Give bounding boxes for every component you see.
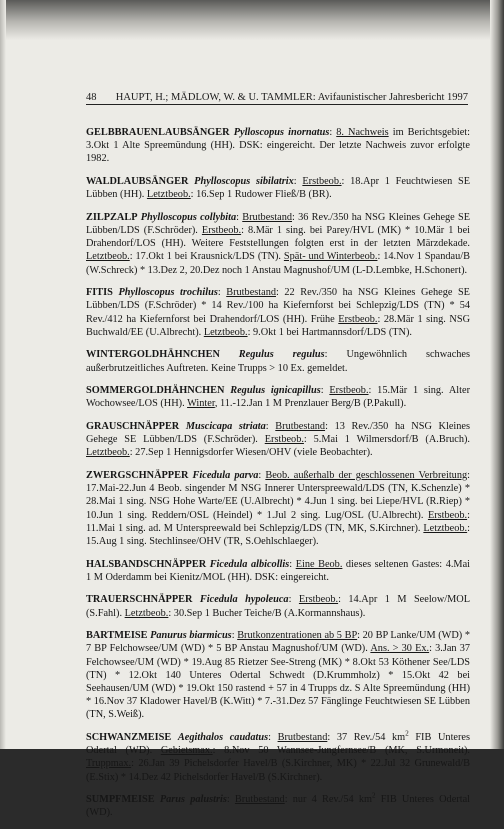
entry-text: : [231, 630, 238, 642]
entry-text: : 16.Sep 1 Rudower Fließ/B (BR). [190, 189, 332, 201]
section-label: 8. Nachweis [336, 127, 389, 138]
section-label: Erstbeob. [302, 176, 342, 187]
species-entry [86, 348, 470, 374]
entry-text: : 28.Mär 1 sing. NSG Buchwald/EE (U.Albrecht). [86, 313, 471, 338]
entry-text: : 3.Jan 37 Felchowsee/UM (WD) * 19.Aug 85 Rietzer See-Streng (MK) * 8.Okt 53 Köthener See/LDS (TN) * 12.Okt 140 Unteres Odertal Schwedt (D.Krummholz) * 15.Okt 42 bei Seehausen/UM (WD) * 19.Okt 150 rastend + 57 in 4 Trupps dz. S Alte Spreemündung (HH) * 16.Nov 37 Kladower Havel/B (K.Witt) * 7.-31.Dez 57 Fänglinge Feuchtwiesen SE Lübben (TN, S.Weiß). [86, 643, 470, 721]
entry-text: : [265, 421, 276, 432]
entry-text: : [258, 470, 266, 481]
section-label: Letztbeob. [423, 522, 468, 534]
section-label: Brutbestand [277, 732, 328, 744]
entry-text: : 20 BP Lanke/UM (WD) * 7 BP Felchowsee/UM (WD) * 5 BP Anstau Magnushof/UM (WD). [86, 630, 471, 655]
section-label: Erstbeob. [298, 594, 339, 606]
entry-text: : [288, 594, 299, 606]
scientific-name: Ficedula parva [192, 470, 259, 481]
section-label: Brutbestand [242, 211, 293, 223]
section-label: Brutbestand [234, 794, 285, 806]
section-label: Erstbeob. [329, 385, 369, 397]
entry-text: : Ungewöhnlich schwaches außerbrutzeitliches Auftreten. Keine Trupps > 10 Ex. gemeldet. [86, 349, 471, 374]
entry-text: : nur 4 Rev./54 $km^2$ FIB Unteres Odertal (WD). [86, 791, 470, 819]
species-name: HALSBANDSCHNÄPPER [86, 558, 207, 570]
entry-text: : 8.Nov 50 Wannsee-Jungfernsee/B (MK, S.Urmoneit). [212, 745, 470, 757]
species-name: WALDLAUBSÄNGER [86, 176, 189, 187]
section-label: Brutbestand [275, 421, 326, 432]
entry-text: : 30.Sep 1 Bucher Teiche/B (A.Kormannshaus). [168, 607, 366, 619]
entry-text: : [329, 127, 337, 138]
species-name: ZILPZALP [86, 211, 138, 223]
section-label: Erstbeob. [264, 434, 304, 446]
section-label: Letztbeob. [86, 447, 130, 459]
species-name: TRAUERSCHNÄPPER [86, 594, 193, 606]
scientific-name: Panurus biarmicus [150, 630, 232, 642]
entry-text: : [236, 211, 243, 223]
entry-text: : 11.Mai 1 sing. ad. M Unterspreewald bei Schlepzig/LDS (TN, MK, S.Kirchner). [86, 509, 470, 534]
species-name: SUMPFMEISE [86, 794, 155, 806]
entry-text: dieses seltenen Gastes: 4.Mai 1 M Oderdamm bei Kienitz/MOL (HH). DSK: eingereicht. [86, 558, 470, 583]
entry-text: : [217, 287, 227, 299]
entry-text: : 8.Mär 1 sing. bei Parey/HVL (MK) * 10.Mär 1 bei Drahendorf/LOS (HH). Weitere Feststellungen folgten erst in der letzten Märzdekade. [86, 225, 470, 250]
species-entry [86, 793, 470, 819]
entry-text: : [320, 385, 330, 397]
species-name: ZWERGSCHNÄPPER [86, 470, 189, 481]
entry-text: : 26.Jan 39 Pichelsdorfer Havel/B (S.Kirchner, MK) * 22.Jul 32 Grunewald/B (E.Stix) * 14.Dez 42 Pichelsdorfer Havel/B (S.Kirchner). [86, 758, 470, 783]
species-entry [86, 469, 470, 548]
running-header [86, 92, 468, 105]
scientific-name: Regulus regulus [238, 349, 325, 361]
section-label: Letztbeob. [146, 189, 191, 201]
section-label: Brutbestand [226, 287, 276, 299]
species-name: SOMMERGOLDHÄHNCHEN [86, 385, 225, 397]
section-label: Letztbeob. [203, 326, 248, 338]
section-label: Winter [187, 398, 215, 410]
entry-text: : 18.Apr 1 Feuchtwiesen SE Lübben (HH). [86, 176, 471, 201]
entry-text: : 22 Rev./350 ha NSG Kleines Gehege SE Lübben/LDS (F.Schröder) * 14 Rev./100 ha Kiefernforst bei Schlepzig/LDS (TN) * 54 Rev./412 ha Kiefernforst bei Drahendorf/LOS (HH). Frühe [86, 287, 470, 325]
species-entry [86, 286, 470, 339]
section-label: Ans. > 30 Ex. [370, 643, 430, 655]
species-name: BARTMEISE [86, 630, 148, 642]
entry-text: : 36 Rev./350 ha NSG Kleines Gehege SE Lübben/LDS (F.Schröder). [86, 211, 471, 236]
scientific-name: Ficedula albicollis [209, 558, 290, 570]
entry-text: : 5.Mai 1 Wilmersdorf/B (A.Bruch). [303, 434, 471, 446]
species-name: FITIS [86, 287, 113, 299]
scientific-name: Pylloscopus inornatus [233, 127, 330, 138]
entry-text: : 14.Apr 1 M Seelow/MOL (S.Fahl). [86, 594, 471, 619]
entry-text: : 14.Nov 1 Spandau/B (W.Schreck) * 13.Dez 2, 20.Dez noch 1 Anstau Magnushof/UM (L-D.Lembke, H.Schonert). [86, 251, 470, 276]
species-entry [86, 126, 470, 166]
scan-edge-left [0, 0, 6, 749]
scan-edge-right [490, 0, 504, 749]
species-entry [86, 384, 470, 410]
scan-shadow-top [0, 0, 504, 40]
entry-text: : 17.Mai-22.Jun 4 Beob. singender M NSG Innerer Unterspreewald/LDS (TN, K.Schenzle) * 28.Mai 1 sing. NSG Hohe Warte/EE (U.Albrecht) * 4.Jun 1 sing. bei Liepe/HVL (R.Riep) * 10.Jun 1 sing. Reddern/OSL (Heindel) * 1.Jul 2 sing. Lug/OSL (U.Albrecht). [86, 470, 470, 521]
species-entry [86, 211, 470, 277]
section-label: Spät- und Winterbeob. [283, 251, 378, 263]
species-name: WINTERGOLDHÄHNCHEN [86, 349, 220, 361]
entry-text: : [293, 176, 303, 187]
species-entry [86, 175, 470, 201]
entry-text: im Berichtsgebiet: 3.Okt 1 Alte Spreemündung (HH). DSK: eingereicht. Der letzte Nachweis zuvor erfolgte 1982. [86, 127, 470, 165]
section-label: Truppmax. [86, 758, 132, 770]
scientific-name: Phylloscopus sibilatrix [194, 176, 294, 187]
entry-text: : 15.Aug 1 sing. Stechlinsee/OHV (TR, S.Oehlschlaeger). [86, 522, 470, 548]
section-label: Beob. außerhalb der geschlossenen Verbreitung [265, 470, 468, 481]
entry-text: : 15.Mär 1 sing. Alter Wochowsee/LOS (HH). [86, 385, 470, 410]
species-name: GRAUSCHNÄPPER [86, 421, 180, 432]
scientific-name: Phylloscopus collybita [140, 211, 237, 223]
entry-text: : [268, 732, 278, 744]
page-number: 48 [86, 92, 97, 103]
species-entry [86, 593, 470, 619]
section-label: Eine Beob. [295, 558, 343, 570]
scientific-name: Muscicapa striata [185, 421, 266, 432]
report-body [86, 126, 470, 829]
entry-text: : 17.Okt 1 bei Krausnick/LDS (TN). [129, 251, 284, 263]
species-name: SCHWANZMEISE [86, 732, 172, 744]
species-entry [86, 731, 470, 784]
section-label: Erstbeob. [338, 313, 378, 325]
section-label: Brutkonzentrationen ab 5 BP [237, 630, 358, 642]
entry-text: : 13 Rev./350 ha NSG Kleines Gehege SE Lübben/LDS (F.Schröder). [86, 421, 471, 446]
scientific-name: Phylloscopus trochilus [118, 287, 218, 299]
species-entry [86, 629, 470, 721]
section-label: Letztbeob. [86, 251, 130, 263]
entry-text: : 27.Sep 1 Hennigsdorfer Wiesen/OHV (viele Beobachter). [129, 447, 373, 459]
scientific-name: Ficedula hypoleuca [199, 594, 289, 606]
entry-text: : 37 Rev./54 $km^2$ FIB Unteres Odertal (WD). [86, 729, 471, 757]
species-entry [86, 558, 470, 584]
species-entry [86, 420, 470, 460]
running-title: HAUPT, H.; MÄDLOW, W. & U. TAMMLER: Avifaunistischer Jahresbericht 1997 [115, 92, 468, 103]
scientific-name: Parus palustris [159, 794, 227, 806]
entry-text: , 11.-12.Jan 1 M Prenzlauer Berg/B (P.Pakull). [214, 398, 407, 410]
species-name: GELBBRAUENLAUBSÄNGER [86, 127, 230, 138]
section-label: Erstbeob. [427, 509, 468, 521]
section-label: Erstbeob. [201, 225, 242, 236]
section-label: Letztbeob. [124, 607, 169, 619]
scientific-name: Regulus ignicapillus [230, 385, 321, 397]
section-label: Gebietsmax. [160, 745, 213, 757]
scientific-name: Aegithalos caudatus [177, 732, 269, 744]
entry-text: : [226, 794, 235, 806]
entry-text: : [289, 558, 296, 570]
entry-text: : 9.Okt 1 bei Hartmannsdorf/LDS (TN). [247, 326, 412, 338]
